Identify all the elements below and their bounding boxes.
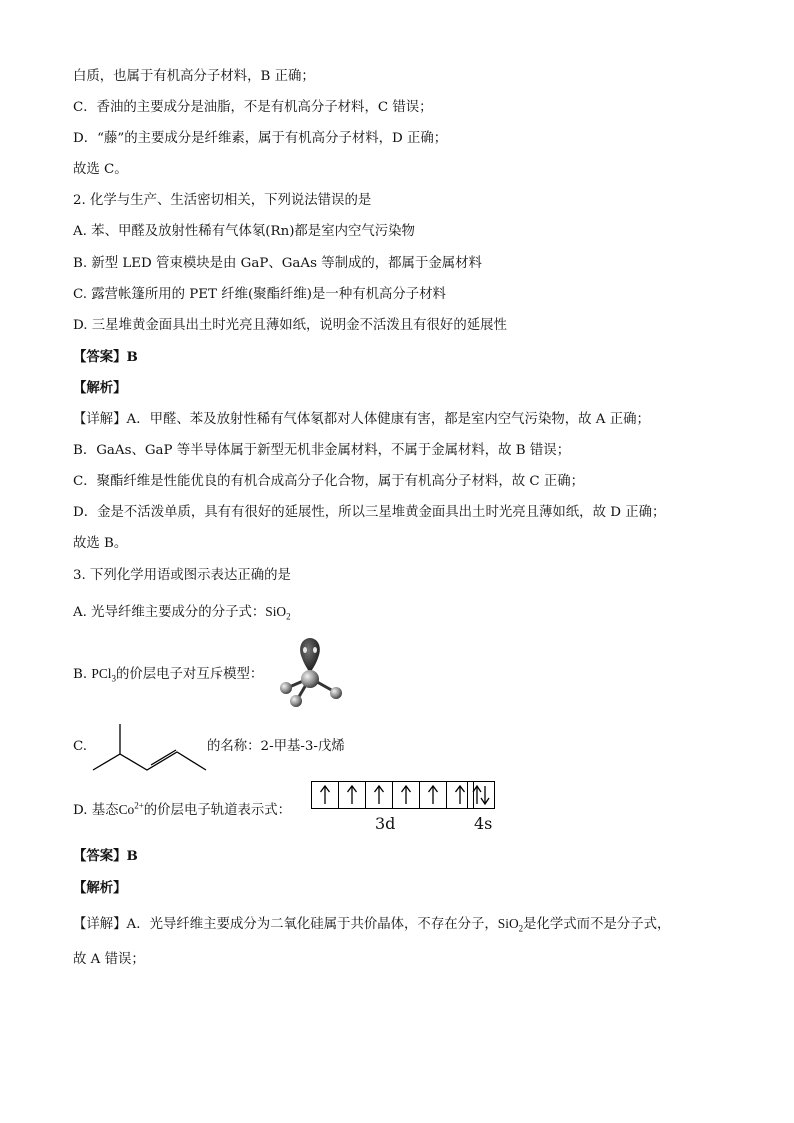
question-2-detail-a: 【详解】A．甲醛、苯及放射性稀有气体氡都对人体健康有害，都是室内空气污染物，故 A 正确； bbox=[73, 412, 650, 427]
question-2-detail-c: C．聚酯纤维是性能优良的有机合成高分子化合物，属于有机高分子材料，故 C 正确； bbox=[73, 474, 585, 489]
orbital-box-up bbox=[365, 781, 393, 809]
orbital-box-up bbox=[392, 781, 420, 809]
question-2-detail-b: B．GaAs、GaP 等半导体属于新型无机非金属材料，不属于金属材料，故 B 错误； bbox=[73, 443, 571, 458]
orbital-4s-group bbox=[467, 781, 494, 809]
question-2-answer: 【答案】B bbox=[73, 349, 138, 365]
option-d-text-2: 的价层电子轨道表示式： bbox=[143, 803, 292, 818]
question-3-option-d bbox=[73, 800, 291, 821]
option-a-text: A. 光导纤维主要成分的分子式： bbox=[73, 605, 266, 620]
formula-sio2: SiO$_2$ bbox=[497, 916, 524, 934]
formula-pcl3: PCl$_3$ bbox=[91, 666, 116, 684]
formula-sio2: SiO$_2$ bbox=[265, 604, 291, 622]
skeletal-formula-figure bbox=[90, 722, 210, 774]
detail-a-text: 【详解】A．光导纤维主要成分为二氧化硅属于共价晶体，不存在分子， bbox=[73, 917, 498, 932]
question-3-detail-a-cont: 故 A 错误； bbox=[73, 952, 145, 967]
question-2-conclusion: 故选 B。 bbox=[73, 536, 128, 551]
detail-a-text-2: 是化学式而不是分子式， bbox=[523, 917, 671, 932]
orbital-box-paired bbox=[467, 781, 495, 809]
text-line: 故选 C。 bbox=[73, 162, 128, 177]
question-3-option-a bbox=[73, 602, 291, 623]
question-2-option-b: B. 新型 LED 管束模块是由 GaP、GaAs 等制成的，都属于金属材料 bbox=[73, 256, 482, 271]
orbital-box-up bbox=[338, 781, 366, 809]
text-line: 白质，也属于有机高分子材料，B 正确； bbox=[73, 69, 315, 84]
question-3-analysis-heading: 【解析】 bbox=[73, 880, 127, 896]
question-2-option-c: C. 露营帐篷所用的 PET 纤维(聚酯纤维)是一种有机高分子材料 bbox=[73, 287, 446, 302]
question-3-detail-a bbox=[73, 914, 670, 935]
option-d-text: D. 基态 bbox=[73, 803, 119, 818]
orbital-box-up bbox=[419, 781, 447, 809]
question-2-stem: 2. 化学与生产、生活密切相关，下列说法错误的是 bbox=[73, 193, 372, 208]
question-3-stem: 3. 下列化学用语或图示表达正确的是 bbox=[73, 568, 291, 583]
question-3-answer: 【答案】B bbox=[73, 848, 138, 864]
orbital-label-4s: 4s bbox=[474, 814, 493, 833]
option-b-letter: B. bbox=[73, 667, 88, 682]
vsepr-model-figure bbox=[275, 636, 350, 708]
question-2-option-a: A. 苯、甲醛及放射性稀有气体氡(Rn)都是室内空气污染物 bbox=[73, 224, 415, 239]
question-3-option-c: C. bbox=[73, 739, 88, 754]
question-2-option-d: D. 三星堆黄金面具出土时光亮且薄如纸，说明金不活泼且有很好的延展性 bbox=[73, 318, 507, 333]
option-c-name: 的名称：2-甲基-3-戊烯 bbox=[207, 739, 345, 754]
orbital-box-up bbox=[311, 781, 339, 809]
text-line: C．香油的主要成分是油脂，不是有机高分子材料，C 错误； bbox=[73, 100, 433, 115]
text-line: D．“藤”的主要成分是纤维素，属于有机高分子材料，D 正确； bbox=[73, 131, 448, 146]
question-2-analysis-heading: 【解析】 bbox=[73, 380, 127, 396]
orbital-3d-group bbox=[311, 781, 473, 809]
option-b-text: 的价层电子对互斥模型： bbox=[115, 667, 264, 682]
orbital-label-3d: 3d bbox=[375, 814, 396, 833]
formula-co2plus: $Co^{2+}$ bbox=[118, 800, 144, 817]
question-3-option-b bbox=[73, 664, 263, 685]
question-2-detail-d: D．金是不活泼单质，具有有很好的延展性，所以三星堆黄金面具出土时光亮且薄如纸，故 D 正确； bbox=[73, 505, 666, 520]
